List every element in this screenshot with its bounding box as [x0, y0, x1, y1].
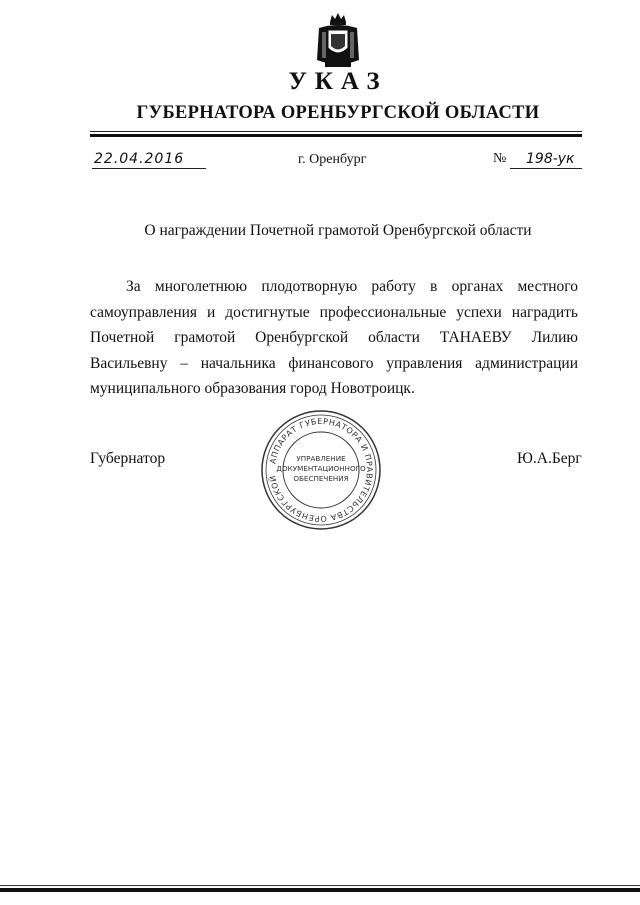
issuing-authority: ГУБЕРНАТОРА ОРЕНБУРГСКОЙ ОБЛАСТИ [136, 103, 540, 123]
document-number: 198-ук [510, 150, 582, 169]
seal-center-line-2: ДОКУМЕНТАЦИОННОГО [276, 464, 366, 473]
document-date: 22.04.2016 [92, 150, 206, 169]
document-type-title: УКАЗ [288, 68, 388, 95]
seal-center-line-1: УПРАВЛЕНИЕ [296, 454, 346, 463]
document-subject: О награждении Почетной грамотой Оренбургской области [144, 222, 532, 239]
signatory-title: Губернатор [90, 450, 166, 467]
official-seal-icon [259, 408, 383, 532]
footer-rule-thick [0, 888, 640, 892]
coat-of-arms-icon [313, 10, 363, 72]
seal-center-line-3: ОБЕСПЕЧЕНИЯ [293, 474, 349, 483]
document-city: г. Оренбург [298, 152, 367, 167]
footer-rule-thin [0, 885, 640, 886]
header-divider-thin [90, 131, 582, 132]
document-body: За многолетнюю плодотворную работу в органах местного самоуправления и достигнутые профессиональные успехи наградить Почетной грамотой Оренбургской области ТАНАЕВУ Лилию Васильевну – начальника финансового управления администрации муниципального образования город Новотроицк. [90, 278, 578, 397]
number-label: № [493, 151, 507, 166]
header-divider-thick [90, 134, 582, 137]
seal-ring-text: АППАРАТ ГУБЕРНАТОРА И ПРАВИТЕЛЬСТВА ОРЕНБУРГСКОЙ [268, 416, 375, 524]
signatory-name: Ю.А.Берг [517, 450, 582, 467]
